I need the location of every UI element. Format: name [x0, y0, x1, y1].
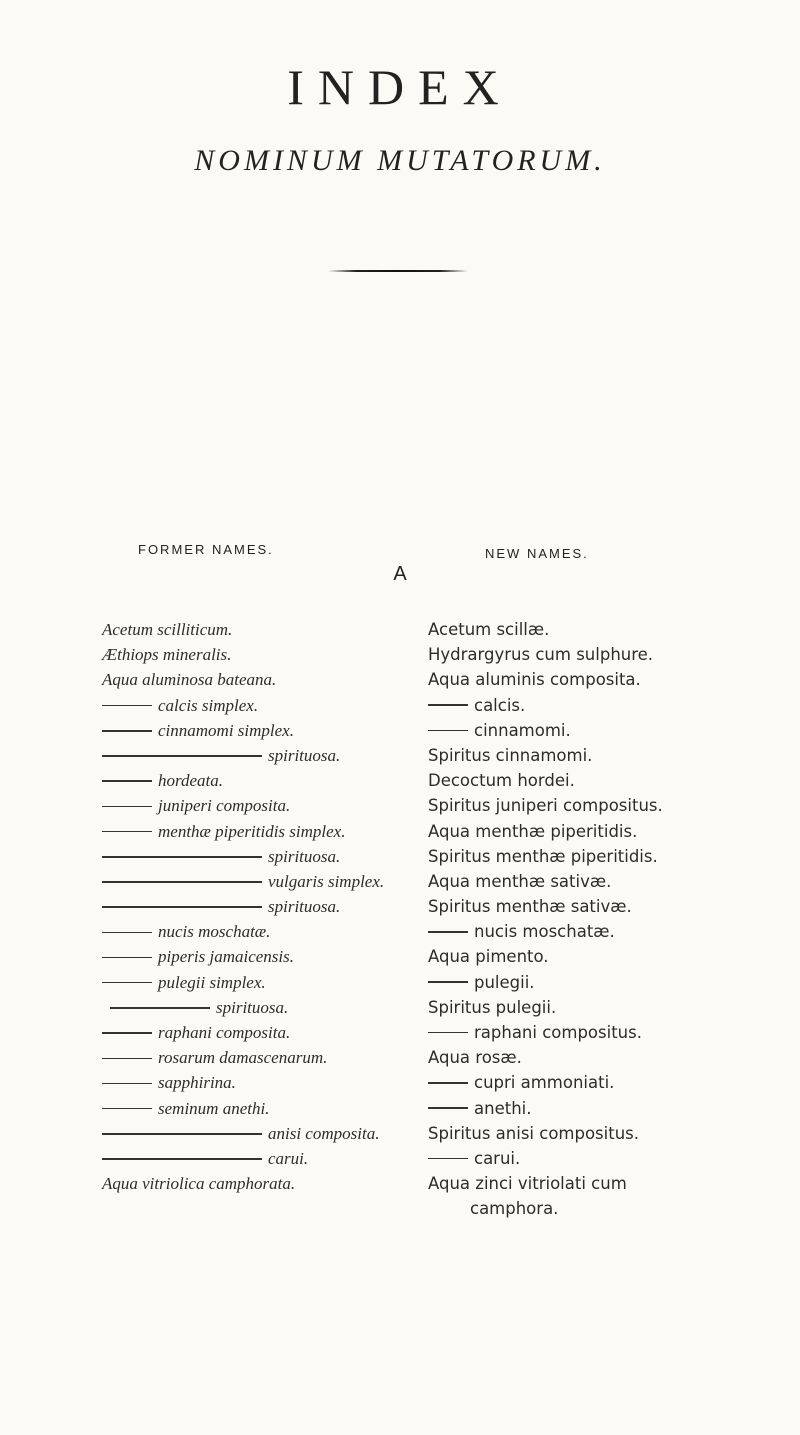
entry-text: Decoctum hordei.: [428, 771, 575, 791]
entry-text: cinnamomi.: [474, 720, 571, 740]
ditto-dash: [428, 730, 468, 732]
entry-text: raphani compositus.: [474, 1023, 642, 1042]
entry-text: raphani composita.: [158, 1023, 291, 1042]
ditto-dash: [428, 1082, 468, 1084]
entry-text: Aqua pimento.: [428, 947, 549, 967]
former-names-heading: FORMER NAMES.: [138, 542, 274, 557]
former-name-entry: [102, 894, 422, 919]
new-name-entry: [428, 642, 788, 667]
entry-text: Aqua menthæ piperitidis.: [428, 821, 638, 841]
new-name-entry: [428, 1146, 788, 1171]
entry-text: Aqua vitriolica camphorata.: [102, 1174, 296, 1194]
new-name-entry: [428, 1045, 788, 1070]
former-name-entry: [102, 793, 422, 818]
ditto-dash: [102, 932, 152, 934]
new-name-entry: [428, 1121, 788, 1146]
entry-text: Spiritus juniperi compositus.: [428, 796, 663, 816]
new-name-entry: [428, 1070, 788, 1095]
new-name-entry: [428, 768, 788, 793]
entry-text: Aqua aluminosa bateana.: [102, 670, 277, 690]
entry-text: anethi.: [474, 1098, 532, 1118]
ditto-dash: [102, 957, 152, 959]
entry-text: Aqua zinci vitriolati cum: [428, 1174, 627, 1194]
new-name-entry: [428, 1196, 788, 1221]
ditto-dash: [102, 705, 152, 707]
entry-text: Spiritus menthæ piperitidis.: [428, 846, 658, 866]
former-name-entry: [102, 1096, 422, 1121]
new-name-entry: [428, 1096, 788, 1121]
entry-text: calcis.: [474, 695, 526, 715]
new-name-entry: [428, 970, 788, 995]
new-names-heading: NEW NAMES.: [485, 546, 589, 561]
entry-text: nucis moschatæ.: [158, 922, 271, 942]
new-name-entry: [428, 667, 788, 692]
ditto-dash: [102, 1133, 262, 1135]
former-name-entry: [102, 970, 422, 995]
former-name-entry: [102, 995, 422, 1020]
entry-text: carui.: [268, 1148, 309, 1168]
ditto-dash: [102, 982, 152, 984]
entry-text: Aqua rosæ.: [428, 1048, 522, 1068]
new-name-entry: [428, 743, 788, 768]
former-name-entry: [102, 1171, 422, 1196]
former-name-entry: [102, 819, 422, 844]
ditto-dash: [110, 1007, 210, 1009]
former-name-entry: [102, 693, 422, 718]
page-subtitle: NOMINUM MUTATORUM.: [194, 144, 606, 177]
entry-text: Spiritus pulegii.: [428, 997, 557, 1017]
former-name-entry: [102, 944, 422, 969]
new-name-entry: [428, 869, 788, 894]
new-name-entry: [428, 995, 788, 1020]
entry-text: Hydrargyrus cum sulphure.: [428, 645, 654, 665]
former-name-entry: [102, 919, 422, 944]
former-name-entry: [102, 1045, 422, 1070]
entry-text: spirituosa.: [268, 745, 341, 765]
former-name-entry: [102, 1121, 422, 1146]
entry-text: Acetum scilliticum.: [102, 620, 233, 639]
ditto-dash: [102, 1058, 152, 1060]
former-name-entry: [102, 768, 422, 793]
entry-text: Aqua menthæ sativæ.: [428, 871, 612, 891]
entry-text: cupri ammoniati.: [474, 1073, 615, 1093]
new-name-entry: [428, 718, 788, 743]
entry-text: spirituosa.: [268, 897, 341, 917]
entry-text: Spiritus menthæ sativæ.: [428, 897, 632, 917]
new-name-entry: [428, 894, 788, 919]
new-names-column: [428, 617, 788, 1222]
ditto-dash: [102, 831, 152, 833]
former-name-entry: [102, 1020, 422, 1045]
new-name-entry: [428, 919, 788, 944]
entry-text: nucis moschatæ.: [474, 922, 615, 942]
ditto-dash: [428, 931, 468, 933]
new-name-entry: [428, 793, 788, 818]
entry-text: Acetum scillæ.: [428, 620, 550, 639]
ditto-dash: [102, 1083, 152, 1085]
ditto-dash: [102, 780, 152, 782]
former-name-entry: [102, 743, 422, 768]
former-name-entry: [102, 1146, 422, 1171]
new-name-entry: [428, 1020, 788, 1045]
former-name-entry: [102, 667, 422, 692]
entry-text: seminum anethi.: [158, 1098, 270, 1118]
ditto-dash: [102, 856, 262, 858]
entry-text: cinnamomi simplex.: [158, 720, 294, 740]
ditto-dash: [102, 806, 152, 808]
entry-text: Spiritus anisi compositus.: [428, 1123, 640, 1143]
entry-text: Spiritus cinnamomi.: [428, 745, 593, 765]
former-name-entry: [102, 617, 422, 642]
ditto-dash: [102, 1032, 152, 1034]
entry-text: juniperi composita.: [158, 796, 291, 816]
new-name-entry: [428, 819, 788, 844]
entry-text: anisi composita.: [268, 1123, 380, 1143]
entry-text: camphora.: [470, 1199, 559, 1219]
entry-text: carui.: [474, 1148, 521, 1168]
new-name-entry: [428, 844, 788, 869]
ditto-dash: [102, 730, 152, 732]
new-name-entry: [428, 944, 788, 969]
new-name-entry: [428, 693, 788, 718]
ditto-dash: [102, 755, 262, 757]
entry-text: spirituosa.: [268, 846, 341, 866]
ditto-dash: [428, 1107, 468, 1109]
page-title: INDEX: [287, 59, 513, 115]
entry-text: pulegii simplex.: [158, 972, 266, 992]
former-name-entry: [102, 642, 422, 667]
ditto-dash: [428, 981, 468, 983]
entry-text: calcis simplex.: [158, 695, 259, 715]
ornamental-rule: [328, 270, 468, 272]
entry-text: Æthiops mineralis.: [102, 645, 232, 665]
ditto-dash: [102, 1158, 262, 1160]
entry-text: Aqua aluminis composita.: [428, 670, 641, 690]
entry-text: piperis jamaicensis.: [158, 947, 294, 967]
ditto-dash: [102, 1108, 152, 1110]
ditto-dash: [428, 704, 468, 706]
ditto-dash: [428, 1158, 468, 1160]
entry-text: pulegii.: [474, 972, 535, 992]
former-name-entry: [102, 869, 422, 894]
entry-text: hordeata.: [158, 771, 224, 791]
new-name-entry: [428, 617, 788, 642]
entry-text: sapphirina.: [158, 1073, 236, 1093]
former-names-column: [102, 617, 422, 1196]
new-name-entry: [428, 1171, 788, 1196]
entry-text: rosarum damascenarum.: [158, 1048, 328, 1068]
ditto-dash: [102, 906, 262, 908]
entry-text: menthæ piperitidis simplex.: [158, 821, 346, 841]
entry-text: spirituosa.: [216, 997, 289, 1017]
ditto-dash: [428, 1032, 468, 1034]
former-name-entry: [102, 844, 422, 869]
entry-text: vulgaris simplex.: [268, 871, 385, 891]
section-letter: A: [393, 563, 407, 585]
former-name-entry: [102, 718, 422, 743]
former-name-entry: [102, 1070, 422, 1095]
ditto-dash: [102, 881, 262, 883]
